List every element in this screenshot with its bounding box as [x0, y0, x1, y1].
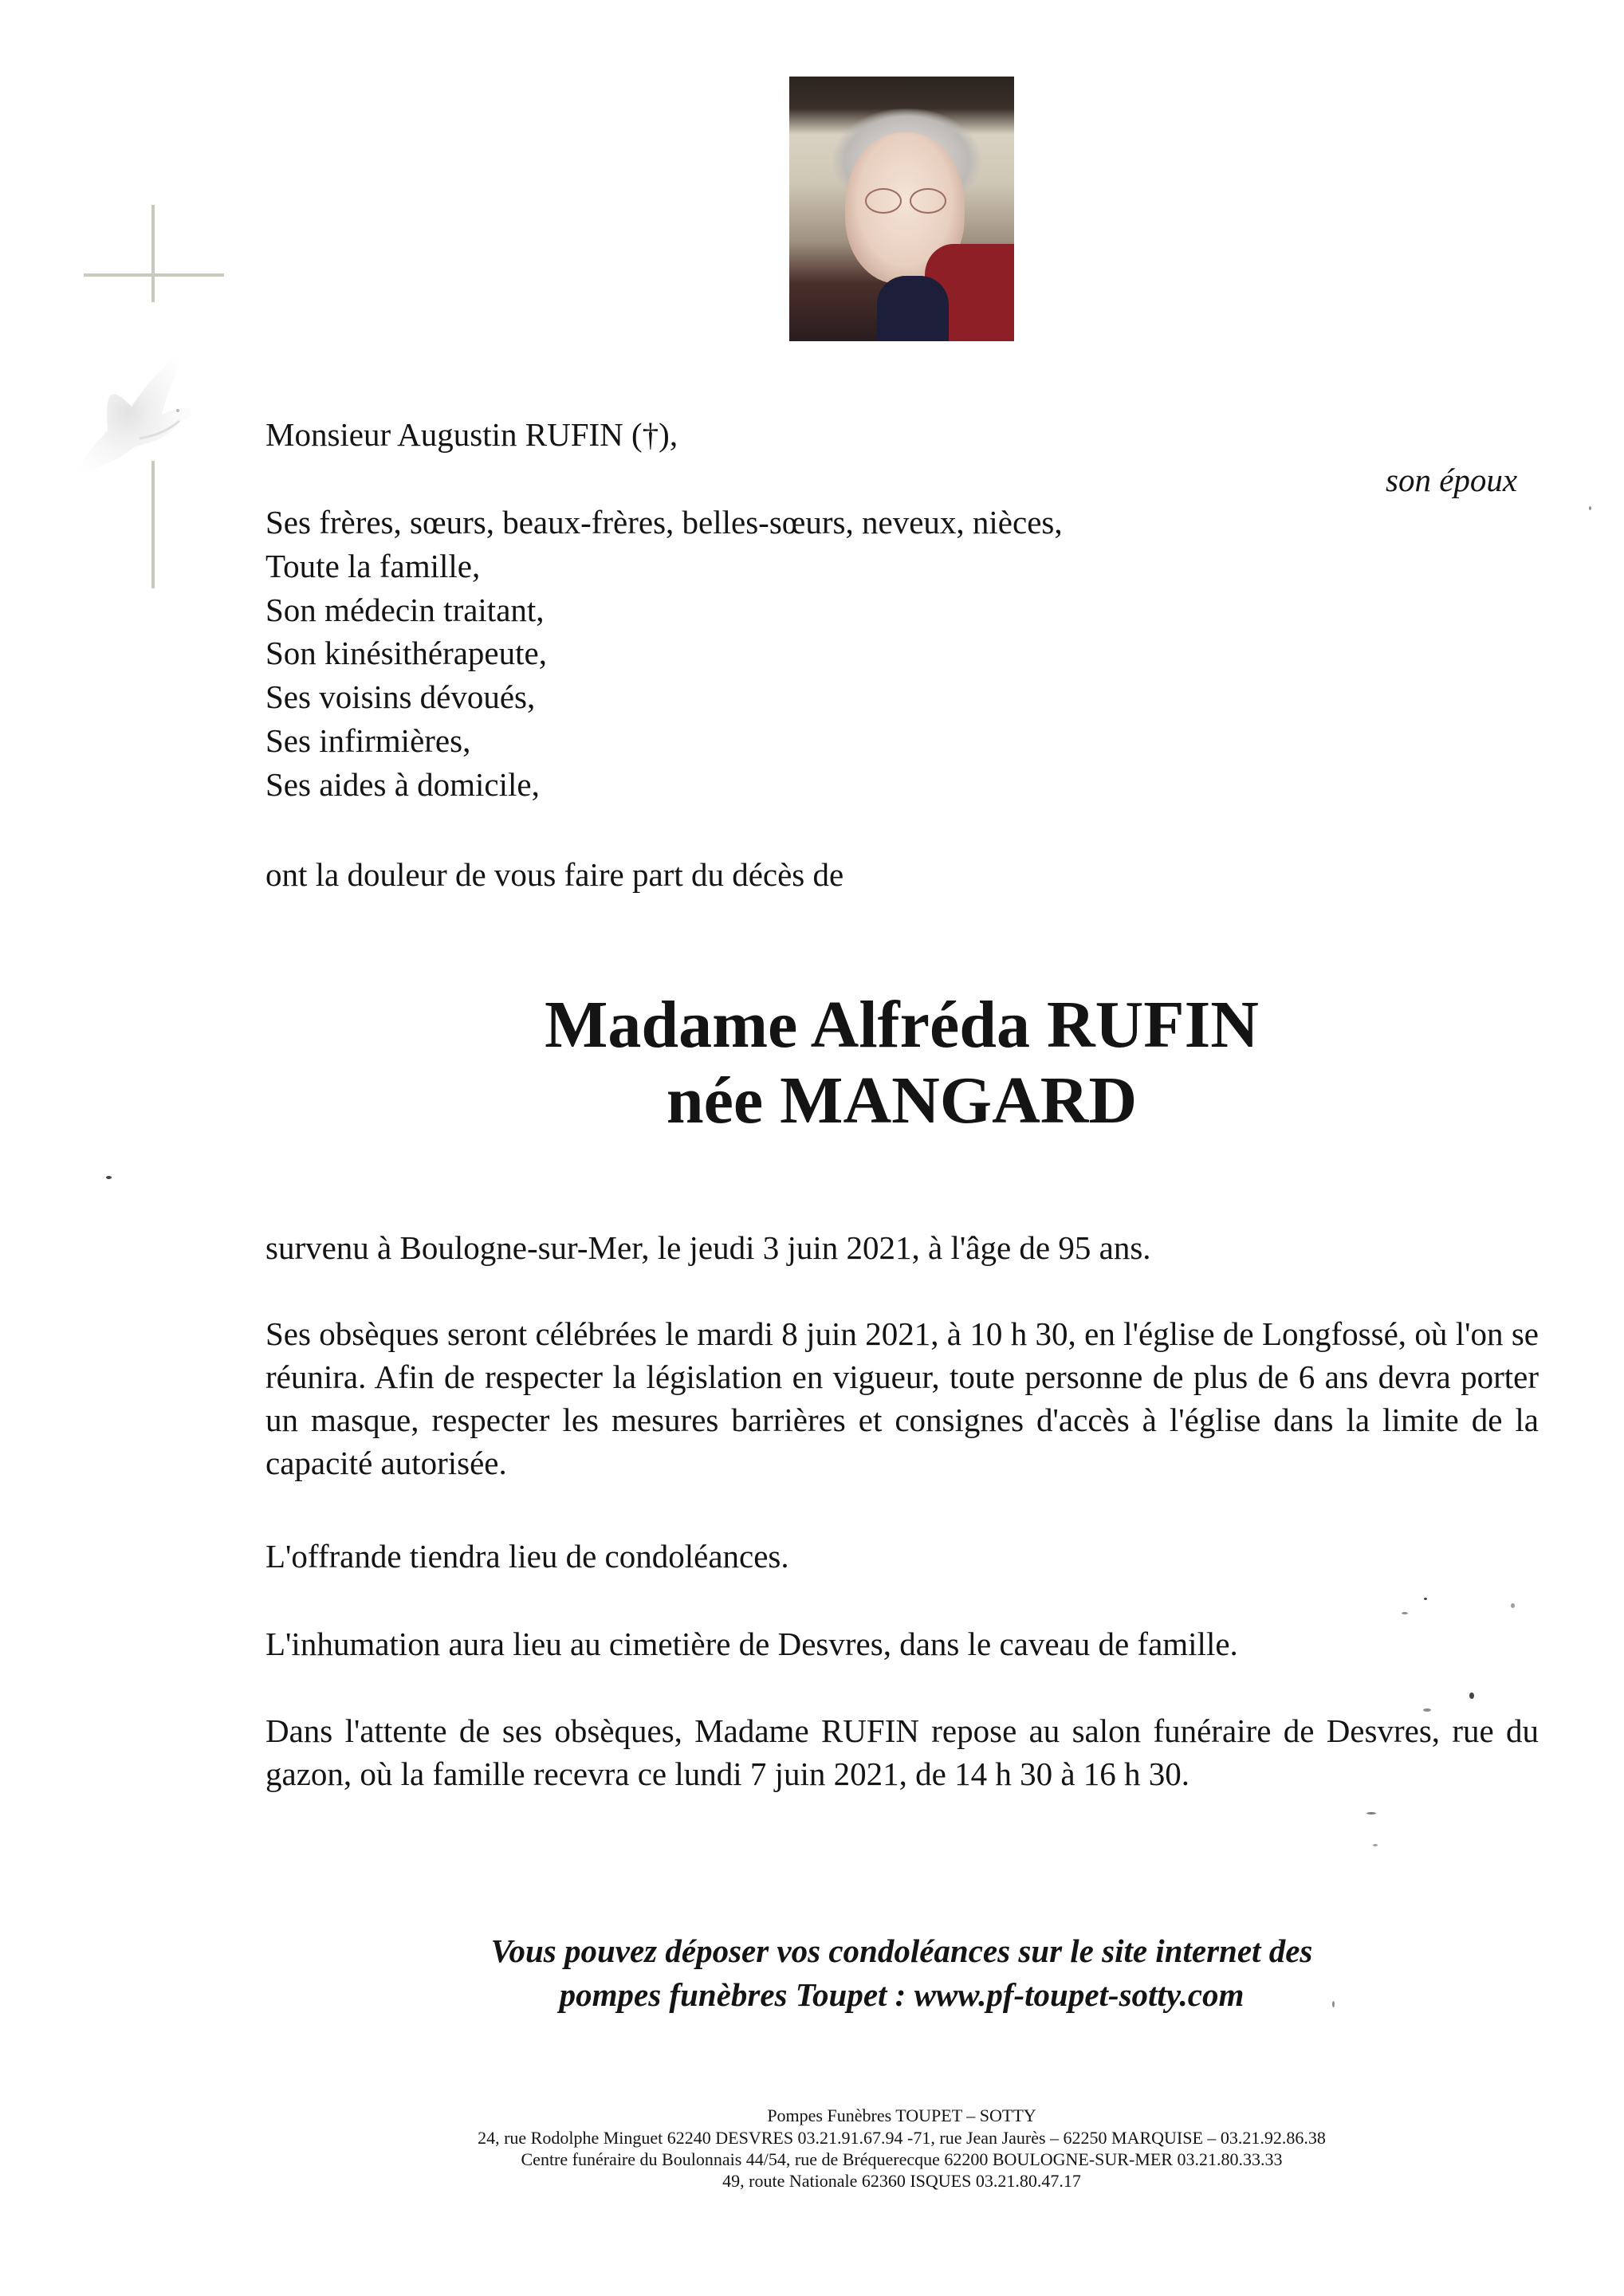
photo-glasses: [865, 188, 953, 215]
announcement-text: ont la douleur de vous faire part du décès de: [265, 856, 844, 893]
footer-company: Pompes Funèbres TOUPET – SOTTY: [767, 2105, 1036, 2125]
spouse-line: Monsieur Augustin RUFIN (†),: [265, 416, 678, 453]
footer-address-3: 49, route Nationale 62360 ISQUES 03.21.80.47.17: [722, 2171, 1081, 2191]
offering-note: L'offrande tiendra lieu de condoléances.: [265, 1538, 789, 1575]
family-member: Son kinésithérapeute,: [265, 635, 547, 671]
condolences-line-1: Vous pouvez déposer vos condoléances sur le site internet des: [490, 1932, 1313, 1969]
family-member: Son médecin traitant,: [265, 592, 545, 628]
funeral-details: Ses obsèques seront célébrées le mardi 8 juin 2021, à 10 h 30, en l'église de Longfossé, où l'on se réunira. Afin de respecter la législation en vigueur, toute personne de plus de 6 ans devra porter un masque, respecter les mesures barrières et consignes d'accès à l'église dans la limite de la capacité autorisée.: [265, 1315, 1539, 1481]
death-details: survenu à Boulogne-sur-Mer, le jeudi 3 juin 2021, à l'âge de 95 ans.: [265, 1229, 1151, 1266]
deceased-name: Madame Alfréda RUFIN: [545, 988, 1259, 1062]
family-member: Ses infirmières,: [265, 722, 471, 759]
portrait-photo: [789, 77, 1014, 341]
photo-sweater: [877, 276, 949, 341]
footer-address-2: Centre funéraire du Boulonnais 44/54, rue de Bréquerecque 62200 BOULOGNE-SUR-MER 03.21.80.33.33: [521, 2149, 1283, 2169]
cross-vertical-top: [151, 205, 155, 302]
condolences-line-2[interactable]: pompes funèbres Toupet : www.pf-toupet-sotty.com: [559, 1976, 1245, 2013]
visitation-details: Dans l'attente de ses obsèques, Madame RUFIN repose au salon funéraire de Desvres, rue du gazon, où la famille recevra ce lundi 7 juin 2021, de 14 h 30 à 16 h 30.: [265, 1712, 1539, 1792]
family-member: Ses voisins dévoués,: [265, 678, 536, 715]
spouse-role: son époux: [1386, 462, 1518, 498]
dove-icon: [60, 335, 203, 494]
footer-address-1: 24, rue Rodolphe Minguet 62240 DESVRES 03.21.91.67.94 -71, rue Jean Jaurès – 62250 MARQUISE – 03.21.92.86.38: [478, 2128, 1326, 2148]
family-member: Toute la famille,: [265, 548, 481, 584]
family-member: Ses frères, sœurs, beaux-frères, belles-sœurs, neveux, nièces,: [265, 504, 1063, 541]
burial-details: L'inhumation aura lieu au cimetière de Desvres, dans le caveau de famille.: [265, 1626, 1238, 1662]
cross-icon: [0, 0, 239, 606]
cross-horizontal: [84, 273, 224, 277]
deceased-maiden-name: née MANGARD: [666, 1063, 1138, 1138]
family-member: Ses aides à domicile,: [265, 766, 540, 803]
